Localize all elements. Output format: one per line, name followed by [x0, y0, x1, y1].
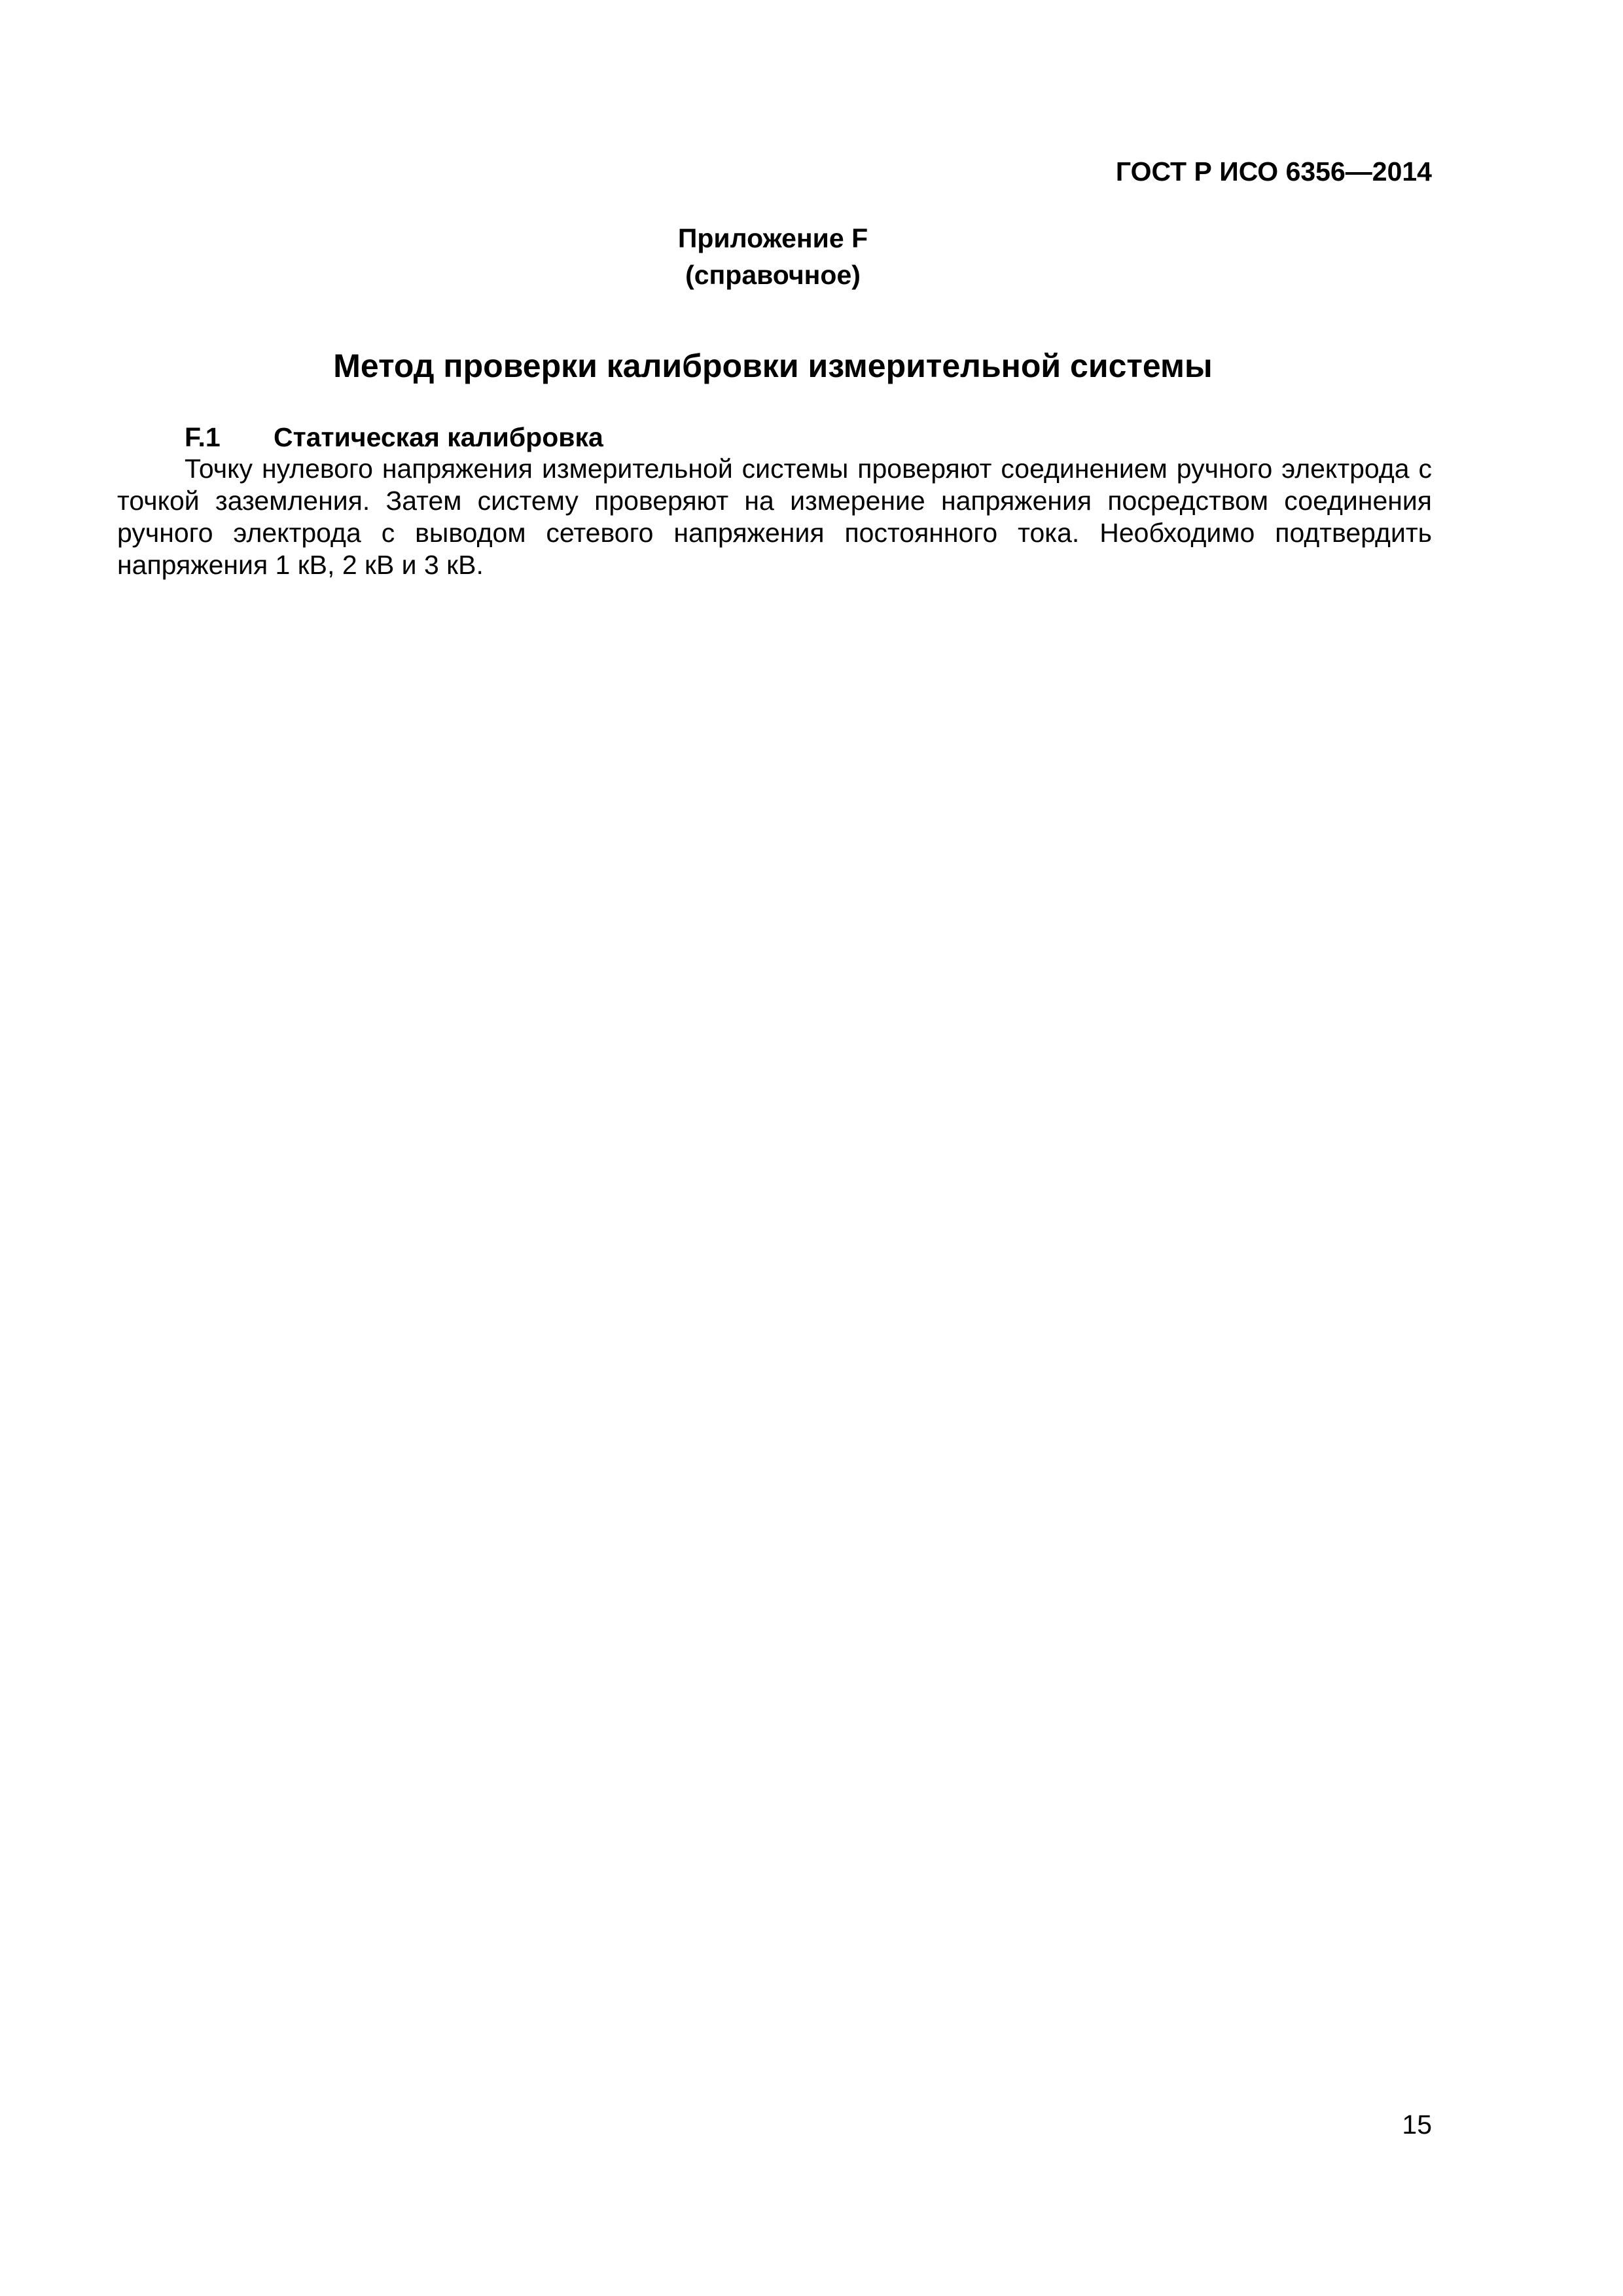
section-title: Статическая калибровка — [274, 422, 603, 452]
document-code: ГОСТ Р ИСО 6356—2014 — [1115, 156, 1432, 187]
annex-status: (справочное) — [685, 260, 861, 290]
section-paragraph: Точку нулевого напряжения измерительной системы проверяют соединением ручного электрода с точкой заземления. Затем систему проверяют на измерение напряжения посредством соединения ручного электрода с выводом сетевого напряжения постоянного тока. Необходимо подтвердить напряжения 1 кВ, 2 кВ и 3 кВ. — [117, 454, 1432, 580]
annex-label: Приложение F — [677, 223, 868, 253]
page-number: 15 — [1402, 2109, 1432, 2140]
section-heading — [185, 419, 603, 456]
annex-label-block — [0, 220, 1546, 293]
annex-title: Метод проверки калибровки измерительной системы — [333, 348, 1213, 384]
section-number: F.1 — [185, 422, 221, 452]
